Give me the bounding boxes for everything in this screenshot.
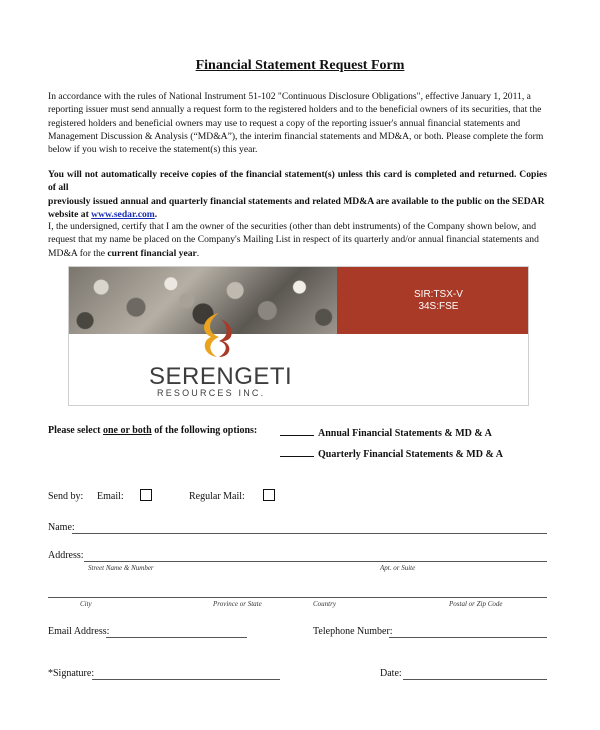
signature-field[interactable] (92, 679, 280, 680)
name-field[interactable] (72, 533, 547, 534)
options-prompt-prefix: Please select (48, 425, 103, 436)
notice-prefix: website at (48, 208, 92, 220)
date-field[interactable] (403, 679, 547, 680)
form-title: Financial Statement Request Form (195, 58, 405, 73)
option-annual-label: Annual Financial Statements & MD & A (318, 428, 492, 439)
ticker-fse: 34S:FSE (418, 301, 459, 312)
serengeti-logo-icon (197, 311, 237, 359)
postal-caption: Postal or Zip Code (449, 600, 503, 608)
date-label: Date: (380, 668, 402, 679)
mail-checkbox[interactable] (263, 489, 275, 501)
email-address-field[interactable] (106, 637, 247, 638)
certify-paragraph (48, 220, 547, 260)
email-address-label: Email Address: (48, 626, 110, 637)
options-prompt (48, 425, 257, 436)
intro-line: Management Discussion & Analysis (“MD&A”), the interim financial statements and MD&A, or both. Please complete the form (48, 130, 544, 142)
brand-name: SERENGETI (149, 363, 293, 390)
street-caption: Street Name & Number (88, 564, 154, 572)
options-prompt-underlined: one or both (102, 425, 152, 436)
address-street-field[interactable] (84, 561, 547, 562)
apt-caption: Apt. or Suite (380, 564, 416, 572)
notice-line: previously issued annual and quarterly financial statements and related MD&A are available to the public on the SEDAR (48, 195, 545, 207)
city-caption: City (80, 600, 92, 608)
intro-line: registered holders and beneficial owners may use to request a copy of the reporting issuer's annual financial statements and (48, 117, 521, 129)
intro-paragraph (48, 90, 547, 156)
certify-suffix: . (196, 247, 200, 259)
province-caption: Province or State (213, 600, 262, 608)
certify-line: I, the undersigned, certify that I am the owner of the securities (other than debt instruments) of the Company shown below, and (48, 221, 536, 232)
telephone-label: Telephone Number: (313, 626, 393, 637)
option-quarterly[interactable] (280, 446, 503, 460)
quarterly-check-blank[interactable] (280, 446, 314, 457)
email-option-label: Email: (97, 491, 124, 502)
certify-line: request that my name be placed on the Company's Mailing List in respect of its quarterly and/or annual financial statements and (48, 234, 539, 246)
notice-suffix: . (154, 208, 158, 220)
options-prompt-suffix: of the following options: (151, 425, 258, 436)
sedar-link[interactable]: www.sedar.com (91, 208, 155, 220)
address-city-field[interactable] (48, 597, 547, 598)
brand-subtitle: RESOURCES INC. (157, 388, 266, 398)
telephone-field[interactable] (389, 637, 547, 638)
certify-prefix: MD&A for the (48, 247, 108, 259)
signature-label: *Signature: (48, 668, 95, 679)
intro-line: below if you wish to receive the statement(s) this year. (48, 144, 258, 156)
country-caption: Country (313, 600, 336, 608)
annual-check-blank[interactable] (280, 425, 314, 436)
address-label: Address: (48, 550, 84, 561)
ticker-tsx: SIR:TSX-V (414, 289, 463, 300)
option-annual[interactable] (280, 425, 492, 439)
notice-line: You will not automatically receive copies of the financial statement(s) unless this card is completed and returned. Copies of all (48, 169, 547, 194)
email-checkbox[interactable] (140, 489, 152, 501)
mail-option-label: Regular Mail: (189, 491, 245, 502)
notice-paragraph (48, 168, 547, 221)
company-banner (68, 266, 529, 406)
option-quarterly-label: Quarterly Financial Statements & MD & A (318, 449, 503, 460)
current-financial-year: current financial year (107, 247, 197, 259)
ticker-text (414, 289, 463, 313)
send-by-label: Send by: (48, 491, 84, 502)
certify-line (48, 247, 547, 260)
intro-line: In accordance with the rules of National Instrument 51-102 "Continuous Disclosure Obligations", effective January 1, 2011, a (48, 91, 531, 102)
name-label: Name: (48, 522, 75, 533)
intro-line: reporting issuer must send annually a request form to the registered holders and to the beneficial owners of its securities, that the (48, 104, 542, 116)
